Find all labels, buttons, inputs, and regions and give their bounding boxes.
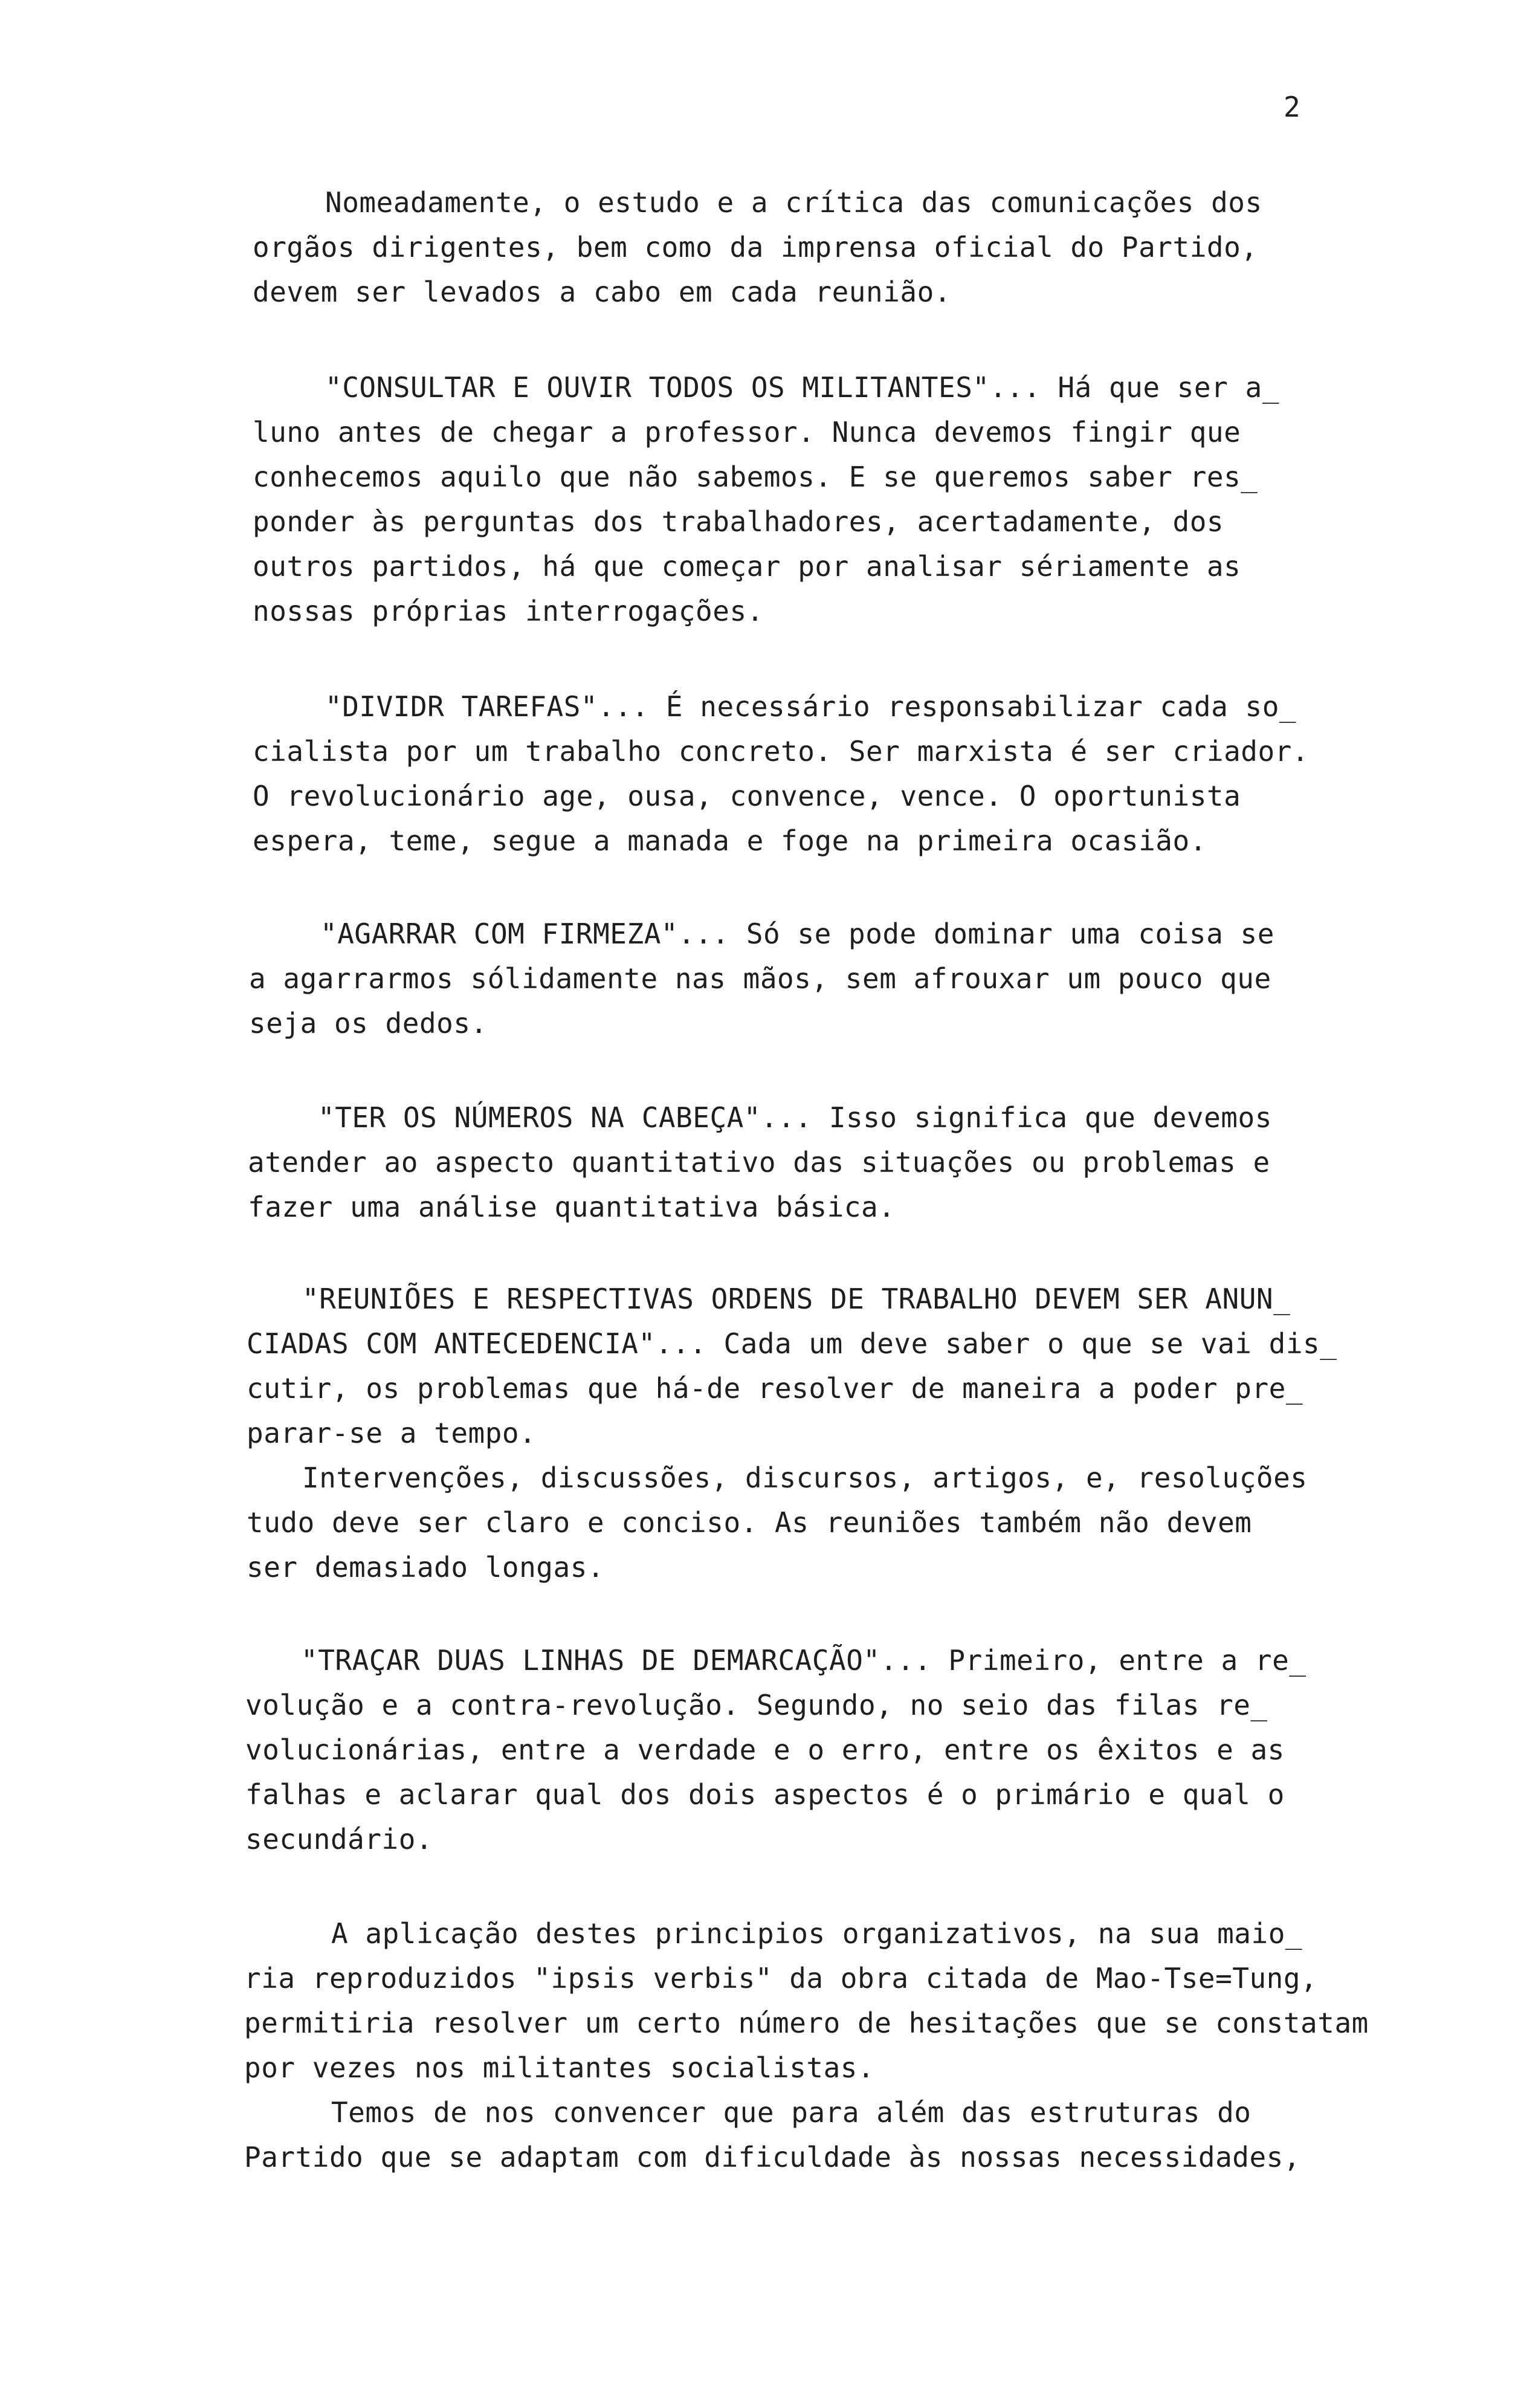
text-line: a agarrarmos sólidamente nas mãos, sem afrouxar um pouco que: [249, 962, 1271, 995]
text-line: permitiria resolver um certo número de hesitações que se constatam: [244, 2007, 1369, 2039]
text-line: espera, teme, segue a manada e foge na primeira ocasião.: [253, 824, 1207, 857]
text-line: Nomeadamente, o estudo e a crítica das comunicações dos: [325, 186, 1262, 219]
text-line: cutir, os problemas que há-de resolver de maneira a poder pre_: [247, 1372, 1303, 1405]
text-line: tudo deve ser claro e conciso. As reuniões também não devem: [247, 1506, 1252, 1539]
text-line: devem ser levados a cabo em cada reunião.: [253, 276, 951, 308]
text-line: conhecemos aquilo que não sabemos. E se queremos saber res_: [253, 461, 1258, 493]
text-line: fazer uma análise quantitativa básica.: [248, 1191, 896, 1223]
text-line: Partido que se adaptam com dificuldade às nossas necessidades,: [244, 2141, 1301, 2173]
text-line: ser demasiado longas.: [247, 1551, 605, 1584]
text-line: parar-se a tempo.: [247, 1417, 537, 1449]
text-line: atender ao aspecto quantitativo das situações ou problemas e: [248, 1146, 1270, 1179]
text-line: O revolucionário age, ousa, convence, vence. O oportunista: [253, 780, 1241, 812]
text-line: "AGARRAR COM FIRMEZA"... Só se pode dominar uma coisa se: [320, 918, 1274, 950]
text-line: nossas próprias interrogações.: [253, 595, 764, 627]
text-line: cialista por um trabalho concreto. Ser marxista é ser criador.: [253, 735, 1310, 768]
text-line: "REUNIÕES E RESPECTIVAS ORDENS DE TRABALHO DEVEM SER ANUN_: [302, 1283, 1291, 1315]
text-line: "DIVIDR TAREFAS"... É necessário responsabilizar cada so_: [325, 690, 1297, 723]
text-line: Intervenções, discussões, discursos, artigos, e, resoluções: [302, 1461, 1308, 1494]
text-line: A aplicação destes principios organizativos, na sua maio_: [331, 1917, 1303, 1950]
text-line: Temos de nos convencer que para além das estruturas do: [331, 2096, 1252, 2129]
page-number: 2: [1284, 91, 1300, 123]
text-line: luno antes de chegar a professor. Nunca devemos fingir que: [253, 416, 1241, 448]
text-line: "TER OS NÚMEROS NA CABEÇA"... Isso significa que devemos: [318, 1101, 1272, 1134]
text-line: volução e a contra-revolução. Segundo, no seio das filas re_: [245, 1689, 1268, 1721]
text-line: volucionárias, entre a verdade e o erro, entre os êxitos e as: [245, 1733, 1285, 1766]
text-line: outros partidos, há que começar por analisar sériamente as: [253, 550, 1241, 583]
text-line: "CONSULTAR E OUVIR TODOS OS MILITANTES"... Há que ser a_: [325, 371, 1279, 404]
text-line: por vezes nos militantes socialistas.: [244, 2051, 875, 2084]
text-line: ponder às perguntas dos trabalhadores, acertadamente, dos: [253, 505, 1224, 538]
text-line: seja os dedos.: [249, 1007, 488, 1040]
text-line: orgãos dirigentes, bem como da imprensa oficial do Partido,: [253, 231, 1258, 264]
text-line: secundário.: [245, 1823, 433, 1856]
text-line: CIADAS COM ANTECEDENCIA"... Cada um deve saber o que se vai dis_: [247, 1327, 1337, 1360]
text-line: falhas e aclarar qual dos dois aspectos é o primário e qual o: [245, 1778, 1285, 1811]
text-line: ria reproduzidos "ipsis verbis" da obra citada de Mao-Tse=Tung,: [244, 1962, 1318, 1995]
text-line: "TRAÇAR DUAS LINHAS DE DEMARCAÇÃO"... Primeiro, entre a re_: [301, 1644, 1306, 1677]
